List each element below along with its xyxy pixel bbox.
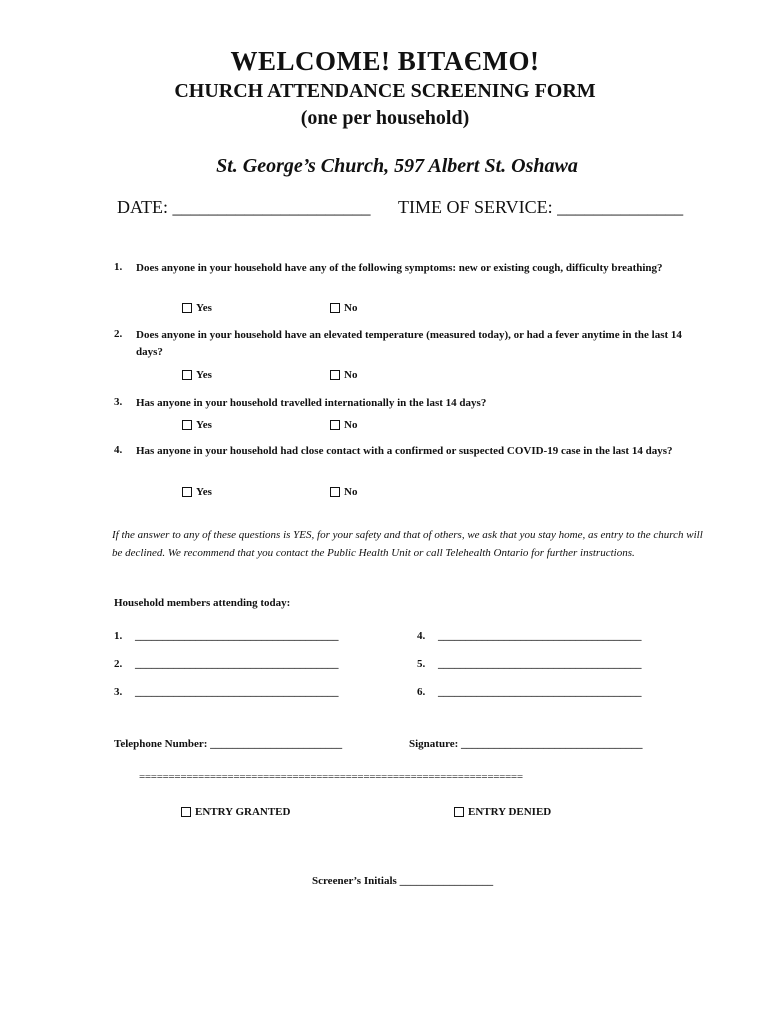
question-text: Has anyone in your household travelled internationally in the last 14 days?: [136, 397, 487, 409]
no-label: No: [344, 486, 358, 498]
member-number: 6.: [417, 686, 426, 698]
question-number: 1.: [114, 261, 123, 273]
member-line-6[interactable]: [417, 686, 642, 698]
checkbox-icon[interactable]: [182, 420, 192, 430]
members-heading: Household members attending today:: [114, 597, 291, 609]
no-checkbox[interactable]: [330, 486, 357, 498]
member-number: 5.: [417, 658, 426, 670]
yes-label: Yes: [196, 419, 212, 431]
question-number: 2.: [114, 328, 123, 340]
checkbox-icon[interactable]: [330, 420, 340, 430]
form-title: WELCOME! BITAЄMO!: [230, 46, 540, 76]
entry-granted-label: ENTRY GRANTED: [195, 806, 291, 818]
screener-initials-field[interactable]: Screener’s Initials _________________: [312, 875, 494, 887]
no-checkbox[interactable]: [330, 369, 357, 381]
member-line-3[interactable]: [114, 686, 339, 698]
yes-checkbox[interactable]: [182, 486, 212, 498]
no-checkbox[interactable]: [330, 302, 357, 314]
member-line-2[interactable]: [114, 658, 339, 670]
entry-denied-label: ENTRY DENIED: [468, 806, 552, 818]
member-blank[interactable]: _____________________________________: [438, 630, 642, 642]
member-number: 4.: [417, 630, 426, 642]
member-line-4[interactable]: [417, 630, 642, 642]
checkbox-icon[interactable]: [182, 303, 192, 313]
no-checkbox[interactable]: [330, 419, 357, 431]
date-field[interactable]: DATE: ______________________: [117, 197, 371, 217]
checkbox-icon[interactable]: [330, 370, 340, 380]
form-subtitle: CHURCH ATTENDANCE SCREENING FORM: [174, 80, 596, 102]
question-number: 3.: [114, 396, 123, 408]
checkbox-icon[interactable]: [454, 807, 464, 817]
yes-label: Yes: [196, 369, 212, 381]
entry-granted-checkbox[interactable]: [181, 806, 290, 818]
yes-checkbox[interactable]: [182, 369, 212, 381]
church-name: St. George’s Church, 597 Albert St. Oshawa: [216, 155, 578, 177]
time-of-service-field[interactable]: TIME OF SERVICE: ______________: [398, 197, 684, 217]
member-blank[interactable]: _____________________________________: [438, 686, 642, 698]
notice-text: If the answer to any of these questions is YES, for your safety and that of others, we ask that you stay home, as entry to the church will be declined. We recommend that you contact the Public Health Unit or call Telehealth Ontario for further instructions.: [112, 529, 703, 559]
no-label: No: [344, 302, 358, 314]
signature-field[interactable]: Signature: _________________________________: [409, 738, 643, 750]
no-label: No: [344, 419, 358, 431]
telephone-field[interactable]: Telephone Number: ________________________: [114, 738, 343, 750]
question-number: 4.: [114, 444, 123, 456]
form-subtitle-note: (one per household): [300, 107, 470, 129]
yes-checkbox[interactable]: [182, 302, 212, 314]
separator-line: =================================================================: [139, 771, 523, 783]
question-text: Has anyone in your household had close contact with a confirmed or suspected COVID-19 case in the last 14 days?: [136, 445, 673, 457]
question-text: Does anyone in your household have an elevated temperature (measured today), or had a fever anytime in the last 14 days?: [136, 329, 682, 358]
member-number: 3.: [114, 686, 123, 698]
member-number: 2.: [114, 658, 123, 670]
member-line-1[interactable]: [114, 630, 339, 642]
member-blank[interactable]: _____________________________________: [135, 686, 339, 698]
checkbox-icon[interactable]: [330, 303, 340, 313]
checkbox-icon[interactable]: [330, 487, 340, 497]
checkbox-icon[interactable]: [182, 370, 192, 380]
member-number: 1.: [114, 630, 123, 642]
entry-denied-checkbox[interactable]: [454, 806, 551, 818]
member-blank[interactable]: _____________________________________: [438, 658, 642, 670]
member-blank[interactable]: _____________________________________: [135, 630, 339, 642]
checkbox-icon[interactable]: [181, 807, 191, 817]
question-text: Does anyone in your household have any of the following symptoms: new or existing cough, difficulty breathing?: [136, 262, 663, 274]
member-line-5[interactable]: [417, 658, 642, 670]
yes-label: Yes: [196, 302, 212, 314]
yes-label: Yes: [196, 486, 212, 498]
checkbox-icon[interactable]: [182, 487, 192, 497]
member-blank[interactable]: _____________________________________: [135, 658, 339, 670]
yes-checkbox[interactable]: [182, 419, 212, 431]
no-label: No: [344, 369, 358, 381]
